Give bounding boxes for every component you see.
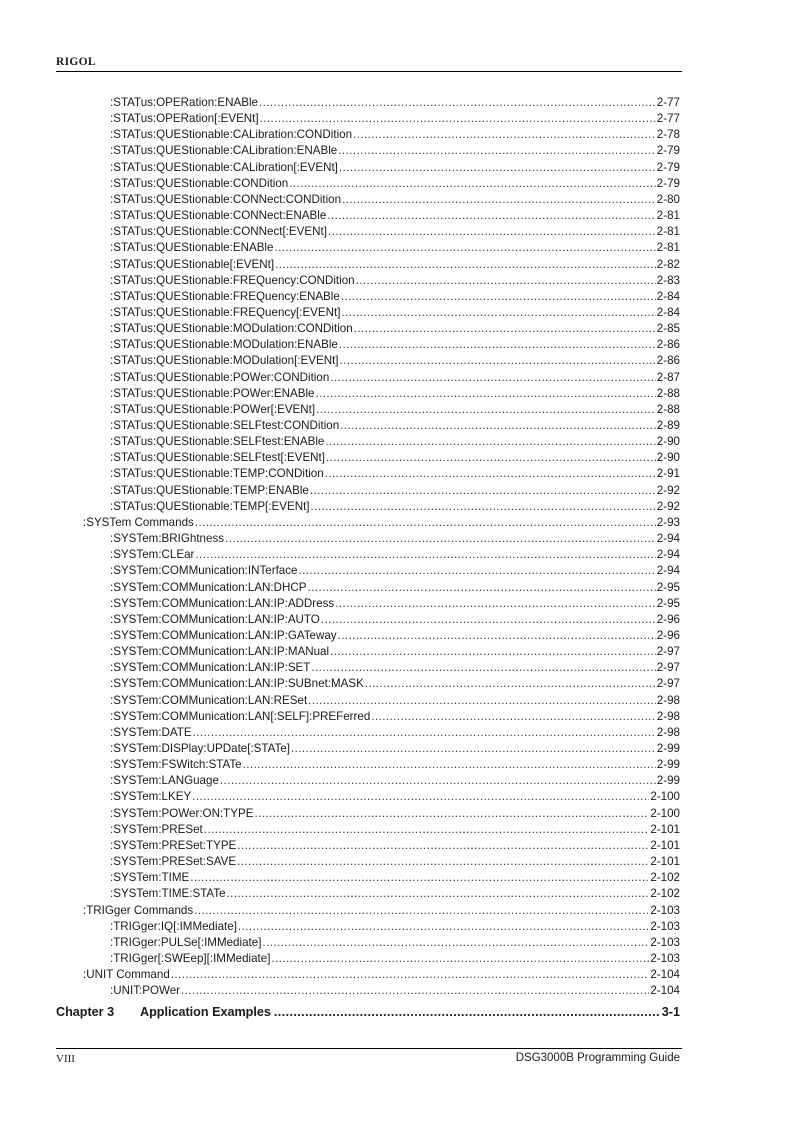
toc-entry-page: 2-81 bbox=[656, 209, 680, 223]
toc-leader-dots bbox=[338, 628, 656, 643]
toc-entry-page: 2-97 bbox=[656, 677, 680, 691]
toc-entry-label: :SYSTem Commands bbox=[83, 515, 194, 529]
toc-entry-page: 2-90 bbox=[656, 435, 680, 449]
toc-entry-label: :STATus:QUEStionable:TEMP[:EVENt] bbox=[110, 499, 310, 513]
toc-entry-label: :SYSTem:DISPlay:UPDate[:STATe] bbox=[110, 742, 290, 755]
toc-entry[interactable] bbox=[110, 289, 680, 304]
toc-leader-dots bbox=[316, 402, 656, 417]
toc-entry-label: :STATus:QUEStionable:MODulation[:EVENt] bbox=[110, 354, 339, 368]
toc-entry-page: 2-92 bbox=[656, 483, 680, 497]
toc-leader-dots bbox=[237, 854, 649, 869]
toc-leader-dots bbox=[204, 822, 650, 837]
toc-entry-label: :SYSTem:DATE bbox=[110, 725, 192, 739]
toc-entry-label: :SYSTem:COMMunication:LAN[:SELF]:PREFerred bbox=[110, 709, 371, 723]
toc-entry-page: 2-97 bbox=[656, 661, 680, 675]
toc-entry[interactable] bbox=[110, 757, 680, 772]
toc-entry-label: :SYSTem:FSWitch:STATe bbox=[110, 758, 242, 772]
toc-entry-page: 2-96 bbox=[656, 612, 680, 626]
header-brand: RIGOL bbox=[56, 56, 96, 68]
toc-entry-page: 2-94 bbox=[656, 532, 680, 546]
toc-entry-page: 2-103 bbox=[650, 935, 680, 949]
toc-entry-label: :STATus:OPERation[:EVENt] bbox=[110, 112, 259, 126]
toc-entry-page: 2-85 bbox=[656, 322, 680, 336]
chapter-entry[interactable] bbox=[56, 1005, 680, 1021]
toc-entry[interactable] bbox=[110, 483, 680, 498]
toc-entry-page: 2-103 bbox=[650, 919, 680, 933]
toc-entry-label: :SYSTem:POWer:ON:TYPE bbox=[110, 806, 254, 820]
toc-entry-label: :SYSTem:COMMunication:LAN:IP:SUBnet:MASK bbox=[110, 677, 364, 691]
toc-leader-dots bbox=[328, 224, 656, 239]
toc-entry[interactable] bbox=[110, 935, 680, 950]
toc-entry[interactable] bbox=[110, 773, 680, 788]
toc-leader-dots bbox=[356, 273, 656, 288]
toc-leader-dots bbox=[195, 547, 655, 562]
toc-entry-label: :STATus:QUEStionable:CONDition bbox=[110, 176, 289, 190]
toc-leader-dots bbox=[192, 789, 649, 804]
toc-entry-label: :STATus:QUEStionable:POWer:CONDition bbox=[110, 370, 330, 384]
toc-entry-label: :SYSTem:PRESet:TYPE bbox=[110, 838, 237, 852]
toc-leader-dots bbox=[275, 257, 656, 272]
toc-entry[interactable] bbox=[110, 806, 680, 821]
chapter-leader-dots bbox=[274, 1005, 659, 1019]
toc-entry[interactable] bbox=[110, 580, 680, 595]
toc-entry-label: :SYSTem:TIME:STATe bbox=[110, 887, 226, 901]
toc-entry-page: 2-82 bbox=[656, 257, 680, 271]
toc-leader-dots bbox=[371, 709, 655, 724]
toc-leader-dots bbox=[181, 983, 649, 998]
toc-entry-label: :SYSTem:COMMunication:LAN:RESet bbox=[110, 693, 308, 707]
toc-leader-dots bbox=[237, 838, 649, 853]
toc-leader-dots bbox=[220, 773, 656, 788]
toc-entry[interactable] bbox=[110, 547, 680, 562]
toc-entry-label: :SYSTem:COMMunication:LAN:DHCP bbox=[110, 580, 307, 594]
toc-leader-dots bbox=[325, 466, 656, 481]
toc-leader-dots bbox=[274, 240, 655, 255]
toc-entry-label: :STATus:QUEStionable:MODulation:ENABle bbox=[110, 338, 338, 352]
toc-entry-page: 2-79 bbox=[656, 176, 680, 190]
toc-entry-label: :STATus:QUEStionable:POWer:ENABle bbox=[110, 386, 315, 400]
toc-entry-label: :SYSTem:PRESet:SAVE bbox=[110, 855, 237, 869]
toc-leader-dots bbox=[341, 305, 655, 320]
toc-entry-label: :SYSTem:PRESet bbox=[110, 822, 203, 836]
toc-entry[interactable] bbox=[110, 418, 680, 433]
toc-entry-label: :UNIT Command bbox=[83, 968, 170, 982]
toc-entry[interactable] bbox=[110, 919, 680, 934]
toc-leader-dots bbox=[238, 919, 649, 934]
toc-entry[interactable] bbox=[110, 644, 680, 659]
toc-entry-label: :STATus:QUEStionable[:EVENt] bbox=[110, 257, 275, 271]
toc-entry-label: :STATus:QUEStionable:SELFtest:ENABle bbox=[110, 435, 325, 449]
toc-entry[interactable] bbox=[110, 305, 680, 320]
toc-entry-page: 2-101 bbox=[650, 855, 680, 869]
toc-entry-page: 2-104 bbox=[650, 968, 680, 982]
toc-leader-dots bbox=[227, 886, 650, 901]
toc-entry[interactable] bbox=[110, 240, 680, 255]
toc-entry-label: :STATus:QUEStionable:ENABle bbox=[110, 241, 274, 255]
toc-entry-label: :SYSTem:COMMunication:LAN:IP:MANual bbox=[110, 645, 330, 659]
toc-entry[interactable] bbox=[110, 709, 680, 724]
toc-entry-page: 2-103 bbox=[650, 903, 680, 917]
toc-entry[interactable] bbox=[110, 176, 680, 191]
toc-entry[interactable] bbox=[110, 192, 680, 207]
toc-entry-page: 2-96 bbox=[656, 628, 680, 642]
toc-entry-page: 2-102 bbox=[650, 887, 680, 901]
toc-leader-dots bbox=[291, 741, 656, 756]
toc-leader-dots bbox=[340, 418, 656, 433]
toc-leader-dots bbox=[195, 515, 656, 530]
toc-entry[interactable] bbox=[110, 628, 680, 643]
toc-entry-label: :SYSTem:COMMunication:LAN:IP:GATeway bbox=[110, 628, 337, 642]
toc-entry-page: 2-94 bbox=[656, 548, 680, 562]
toc-entry-page: 2-81 bbox=[656, 241, 680, 255]
toc-entry[interactable] bbox=[110, 353, 680, 368]
toc-section-entry[interactable] bbox=[83, 515, 680, 530]
toc-entry[interactable] bbox=[110, 208, 680, 223]
toc-entry-page: 2-104 bbox=[650, 984, 680, 998]
toc-entry[interactable] bbox=[110, 386, 680, 401]
toc-leader-dots bbox=[341, 289, 656, 304]
toc-entry[interactable] bbox=[110, 789, 680, 804]
chapter-number: Chapter 3 bbox=[56, 1005, 115, 1019]
toc-entry-label: :SYSTem:COMMunication:INTerface bbox=[110, 564, 298, 578]
chapter-page: 3-1 bbox=[661, 1005, 680, 1019]
toc-entry[interactable] bbox=[110, 434, 680, 449]
toc-entry-page: 2-99 bbox=[656, 742, 680, 755]
toc-entry-label: :STATus:OPERation:ENABle bbox=[110, 96, 258, 109]
header-divider bbox=[56, 71, 682, 72]
toc-entry-page: 2-79 bbox=[656, 144, 680, 158]
toc-entry-page: 2-98 bbox=[656, 693, 680, 707]
toc-leader-dots bbox=[299, 563, 656, 578]
toc-leader-dots bbox=[190, 870, 649, 885]
toc-leader-dots bbox=[254, 806, 649, 821]
toc-entry-label: :TRIGger:IQ[:IMMediate] bbox=[110, 919, 237, 933]
toc-entry[interactable] bbox=[110, 499, 680, 514]
toc-entry-page: 2-94 bbox=[656, 564, 680, 578]
toc-leader-dots bbox=[260, 111, 656, 126]
toc-entry[interactable] bbox=[110, 160, 680, 175]
toc-leader-dots bbox=[315, 386, 655, 401]
toc-entry-label: :STATus:QUEStionable:CALibration:ENABle bbox=[110, 144, 338, 158]
toc-entry[interactable] bbox=[110, 111, 680, 126]
toc-entry-label: :SYSTem:TIME bbox=[110, 871, 190, 885]
toc-entry[interactable] bbox=[110, 870, 680, 885]
toc-entry[interactable] bbox=[110, 838, 680, 853]
toc-entry[interactable] bbox=[110, 725, 680, 740]
toc-entry[interactable] bbox=[110, 596, 680, 611]
toc-entry[interactable] bbox=[110, 563, 680, 578]
toc-entry-label: :SYSTem:COMMunication:LAN:IP:SET bbox=[110, 661, 311, 675]
toc-entry-label: :TRIGger:PULSe[:IMMediate] bbox=[110, 935, 262, 949]
toc-entry-page: 2-86 bbox=[656, 354, 680, 368]
toc-entry-page: 2-102 bbox=[650, 871, 680, 885]
toc-entry-page: 2-77 bbox=[656, 112, 680, 126]
toc-entry[interactable] bbox=[110, 693, 680, 708]
toc-entry[interactable] bbox=[110, 886, 680, 901]
footer-page-number: VIII bbox=[56, 1053, 75, 1065]
toc-entry-label: :STATus:QUEStionable:CALibration:CONDition bbox=[110, 128, 353, 142]
toc-entry-page: 2-101 bbox=[650, 838, 680, 852]
toc-entry-label: :STATus:QUEStionable:TEMP:ENABle bbox=[110, 483, 309, 497]
toc-leader-dots bbox=[330, 644, 656, 659]
toc-leader-dots bbox=[326, 450, 656, 465]
toc-entry-page: 2-98 bbox=[656, 725, 680, 739]
toc-entry-page: 2-87 bbox=[656, 370, 680, 384]
toc-entry-page: 2-77 bbox=[656, 96, 680, 109]
toc-entry[interactable] bbox=[110, 273, 680, 288]
toc-leader-dots bbox=[340, 353, 656, 368]
toc-entry-page: 2-99 bbox=[656, 774, 680, 788]
toc-entry-label: :STATus:QUEStionable:SELFtest[:EVENt] bbox=[110, 451, 325, 465]
toc-entry-label: :STATus:QUEStionable:FREQuency[:EVENt] bbox=[110, 305, 341, 319]
toc-leader-dots bbox=[335, 596, 656, 611]
toc-entry-page: 2-83 bbox=[656, 273, 680, 287]
toc-section-entry[interactable] bbox=[83, 903, 680, 918]
toc-entry-page: 2-97 bbox=[656, 645, 680, 659]
toc-entry[interactable] bbox=[110, 466, 680, 481]
toc-entry[interactable] bbox=[110, 337, 680, 352]
toc-leader-dots bbox=[338, 143, 656, 158]
toc-leader-dots bbox=[353, 127, 656, 142]
toc-entry-label: :STATus:QUEStionable:CONNect:ENABle bbox=[110, 209, 327, 223]
toc-entry-page: 2-80 bbox=[656, 192, 680, 206]
toc-entry-label: :SYSTem:COMMunication:LAN:IP:ADDress bbox=[110, 596, 335, 610]
toc-entry[interactable] bbox=[110, 822, 680, 837]
toc-entry-page: 2-86 bbox=[656, 338, 680, 352]
toc-leader-dots bbox=[308, 693, 656, 708]
toc-entry-page: 2-88 bbox=[656, 386, 680, 400]
toc-entry-page: 2-101 bbox=[650, 822, 680, 836]
toc-entry-page: 2-88 bbox=[656, 402, 680, 416]
toc-entry-page: 2-90 bbox=[656, 451, 680, 465]
toc-entry-page: 2-98 bbox=[656, 709, 680, 723]
toc-entry-label: :STATus:QUEStionable:FREQuency:ENABle bbox=[110, 289, 340, 303]
toc-entry-page: 2-93 bbox=[656, 515, 680, 529]
toc-entry-label: :UNIT:POWer bbox=[110, 984, 180, 998]
toc-entry[interactable] bbox=[110, 450, 680, 465]
toc-entry[interactable] bbox=[110, 612, 680, 627]
toc-entry-page: 2-78 bbox=[656, 128, 680, 142]
toc-entry-label: :STATus:QUEStionable:SELFtest:CONDition bbox=[110, 419, 340, 432]
toc-leader-dots bbox=[243, 757, 656, 772]
toc-entry-label: :STATus:QUEStionable:TEMP:CONDition bbox=[110, 467, 324, 481]
toc-entry[interactable] bbox=[110, 257, 680, 272]
toc-entry[interactable] bbox=[110, 854, 680, 869]
toc-entry[interactable] bbox=[110, 741, 680, 756]
toc-entry-label: :TRIGger Commands bbox=[83, 903, 194, 917]
toc-entry[interactable] bbox=[110, 531, 680, 546]
toc-entry[interactable] bbox=[110, 951, 680, 966]
toc-leader-dots bbox=[311, 499, 656, 514]
toc-entry-page: 2-95 bbox=[656, 596, 680, 610]
toc-entry-label: :SYSTem:CLEar bbox=[110, 548, 195, 562]
toc-entry-page: 2-92 bbox=[656, 499, 680, 513]
toc-entry-page: 2-84 bbox=[656, 305, 680, 319]
toc-leader-dots bbox=[271, 951, 649, 966]
toc-entry[interactable] bbox=[110, 660, 680, 675]
toc-entry-page: 2-91 bbox=[656, 467, 680, 481]
toc-entry[interactable] bbox=[110, 143, 680, 158]
toc-entry-page: 2-103 bbox=[650, 951, 680, 965]
toc-entry-page: 2-95 bbox=[656, 580, 680, 594]
toc-entry-label: :STATus:QUEStionable:POWer[:EVENt] bbox=[110, 402, 316, 416]
toc-leader-dots bbox=[194, 903, 649, 918]
toc-entry[interactable] bbox=[110, 95, 680, 110]
toc-entry-label: :STATus:QUEStionable:MODulation:CONDition bbox=[110, 322, 353, 336]
toc-entry[interactable] bbox=[110, 224, 680, 239]
toc-leader-dots bbox=[310, 483, 656, 498]
toc-entry-label: :TRIGger[:SWEep][:IMMediate] bbox=[110, 951, 271, 965]
toc-leader-dots bbox=[342, 192, 656, 207]
toc-leader-dots bbox=[339, 160, 656, 175]
toc-entry[interactable] bbox=[110, 402, 680, 417]
toc-leader-dots bbox=[330, 370, 656, 385]
toc-entry-label: :SYSTem:LKEY bbox=[110, 790, 192, 804]
toc-entry-page: 2-79 bbox=[656, 160, 680, 174]
chapter-title: Application Examples bbox=[140, 1005, 271, 1019]
toc-leader-dots bbox=[171, 967, 650, 982]
toc-entry-label: :SYSTem:BRIGhtness bbox=[110, 532, 225, 546]
toc-entry-label: :STATus:QUEStionable:CONNect[:EVENt] bbox=[110, 225, 327, 239]
toc-leader-dots bbox=[193, 725, 656, 740]
toc-leader-dots bbox=[289, 176, 656, 191]
toc-entry-page: 2-81 bbox=[656, 225, 680, 239]
toc-leader-dots bbox=[311, 660, 655, 675]
toc-entry-page: 2-99 bbox=[656, 758, 680, 772]
toc-leader-dots bbox=[225, 531, 656, 546]
toc-entry-label: :STATus:QUEStionable:CALibration[:EVENt] bbox=[110, 160, 338, 174]
toc-leader-dots bbox=[325, 434, 655, 449]
toc-entry[interactable] bbox=[110, 983, 680, 998]
toc-leader-dots bbox=[259, 95, 656, 110]
footer-divider bbox=[56, 1048, 682, 1049]
toc-entry-page: 2-89 bbox=[656, 419, 680, 432]
toc-section-entry[interactable] bbox=[83, 967, 680, 982]
footer-doc-title: DSG3000B Programming Guide bbox=[515, 1052, 680, 1064]
toc-entry-label: :STATus:QUEStionable:CONNect:CONDition bbox=[110, 192, 342, 206]
toc-entry[interactable] bbox=[110, 370, 680, 385]
toc-entry[interactable] bbox=[110, 127, 680, 142]
toc-leader-dots bbox=[339, 337, 656, 352]
toc-entry-label: :SYSTem:LANGuage bbox=[110, 774, 219, 788]
toc-leader-dots bbox=[321, 612, 656, 627]
toc-leader-dots bbox=[327, 208, 656, 223]
toc-entry-label: :SYSTem:COMMunication:LAN:IP:AUTO bbox=[110, 612, 320, 626]
toc-entry-page: 2-100 bbox=[650, 806, 680, 820]
toc-entry-label: :STATus:QUEStionable:FREQuency:CONDition bbox=[110, 273, 355, 287]
toc-entry[interactable] bbox=[110, 321, 680, 336]
toc-leader-dots bbox=[365, 676, 656, 691]
toc-leader-dots bbox=[262, 935, 649, 950]
toc-entry-page: 2-100 bbox=[650, 790, 680, 804]
toc-leader-dots bbox=[354, 321, 656, 336]
toc-leader-dots bbox=[308, 580, 656, 595]
toc-entry[interactable] bbox=[110, 676, 680, 691]
toc-entry-page: 2-84 bbox=[656, 289, 680, 303]
